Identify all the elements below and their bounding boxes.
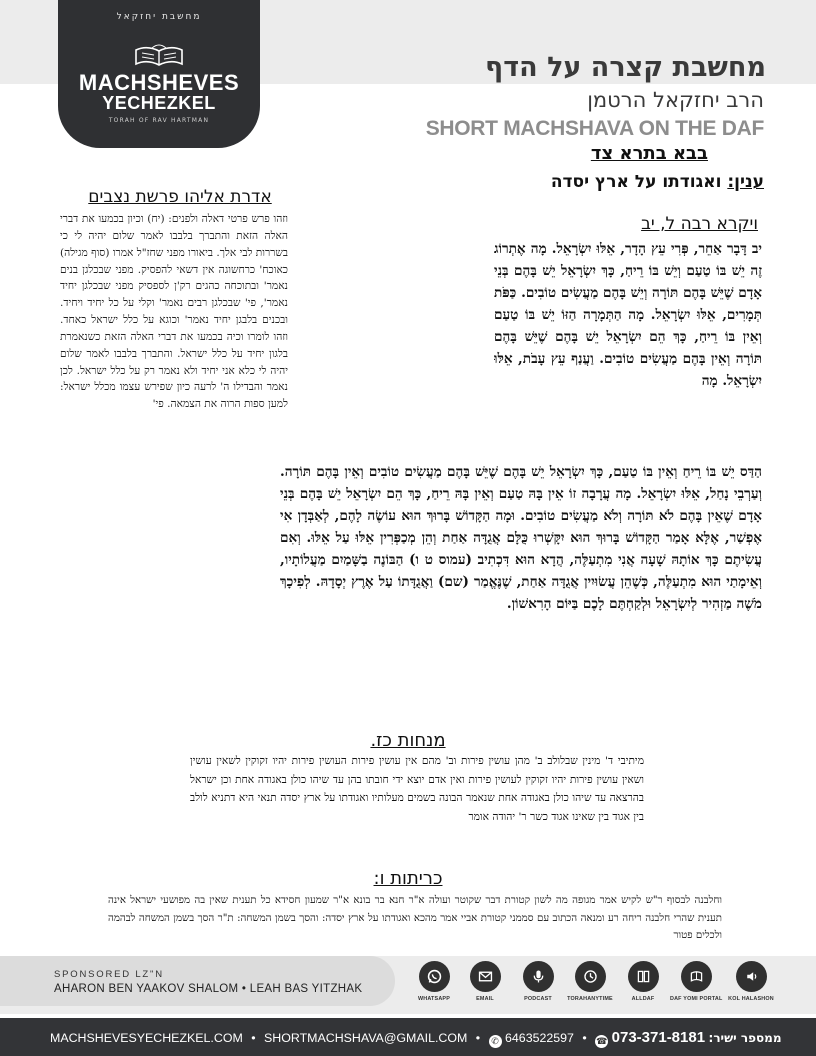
- footer-phone[interactable]: 073-371-8181: [611, 1029, 706, 1046]
- kol-halashon-label: KOL HALASHON: [728, 996, 774, 1002]
- podcast-label: PODCAST: [524, 996, 552, 1002]
- whatsapp-small-icon: ✆: [489, 1035, 502, 1048]
- topic-text: ואגודתו על ארץ יסדה: [550, 172, 722, 192]
- kol-halashon-icon: [736, 961, 767, 992]
- daf-yomi-portal-icon: [681, 961, 712, 992]
- menachos-title: מנחות כז.: [370, 730, 446, 751]
- whatsapp-icon: [419, 961, 450, 992]
- torahanytime-icon: [575, 961, 606, 992]
- author-name: הרב יחזקאל הרטמן: [587, 88, 764, 112]
- topic-label: ענין:: [727, 172, 764, 192]
- vayikra-rabbah-title: ויקרא רבה ל, יב: [641, 214, 758, 234]
- kol-halashon-small-icon: ☎: [596, 1036, 608, 1046]
- footer-website[interactable]: MACHSHEVESYECHEZKEL.COM: [50, 1031, 243, 1045]
- logo-name-line2: YECHEZKEL: [102, 93, 216, 113]
- daf-yomi-portal-link[interactable]: [670, 961, 722, 1007]
- footer: [0, 1018, 816, 1056]
- aderes-eliyahu-title: אדרת אליהו פרשת נצבים: [88, 187, 272, 207]
- email-icon: [470, 961, 501, 992]
- footer-whatsapp-number[interactable]: 6463522597: [505, 1031, 574, 1045]
- menachos-text: מיתיבי ד' מינין שבלולב ב' מהן עושין פירות וב' מהם אין עושין פירות העושין פירות יהיו זקוקין לשאין עושין ושאין עושין פירות יהיו זקוקין לעושין פירות ואין אדם יוצא ידי חובתו בהן עד שיהו כולן באגודה אחת וכן ישראל בהרצאה עד שיהו כולן באגודה אחת שנאמר הבונה בשמים מעלותיו ואגודתו על ארץ יסדה תנאי היא דתניא לולב בין אגוד בין שאינו אגוד כשר ר' יהודה אומר: [190, 755, 644, 823]
- alldaf-link[interactable]: [617, 961, 669, 1007]
- page-title-hebrew: מחשבת קצרה על הדף: [485, 52, 766, 83]
- footer-email[interactable]: SHORTMACHSHAVA@GMAIL.COM: [264, 1031, 468, 1045]
- masechta-heading: בבא בתרא צד: [590, 143, 708, 164]
- torahanytime-link[interactable]: [564, 961, 616, 1007]
- kerisus-text: וחלבנה לבסוף ר"ש לקיש אמר מגופה מה לשון קטורת דבר שקוטר ועולה א"ר חנא בר בונא א"ר שמעון חסידא כל תענית שאין בה מפושעי ישראל אינה תענית שהרי חלבנה ריחה רע ומנאה הכתוב עם סממני קטורת אביי אמר מהכא ואגודתו על ארץ יסדה: והסך בשמן המשחה: ת"ר הסך בשמן המשחה לבהמה ולכלים פטור: [108, 895, 722, 942]
- kerisus-title: כריתות ו:: [373, 868, 443, 889]
- podcast-link[interactable]: [512, 961, 564, 1007]
- sponsor-names: AHARON BEN YAAKOV SHALOM • LEAH BAS YITZHAK: [54, 983, 363, 995]
- footer-separator: •: [475, 1031, 481, 1045]
- page-title-english: SHORT MACHSHAVA ON THE DAF: [425, 117, 764, 140]
- email-link[interactable]: [459, 961, 511, 1007]
- footer-separator: •: [251, 1031, 256, 1045]
- aderes-eliyahu-text: וזהו פרש פרטי דאלה ולפנים: (יח) וכיון בכמעו את דברי האלה הזאת והתברך בלבבו לאמר שלום יהיה לי כי בשררות לבי אלך. ביאורו מפני שחז"ל אמרו (סוף מגילה) כאוכח' כרחשוגה אין דשאי להפסיק. מפני שבכלגן בנים נאמר' ובתוכחה כהגים רק'ן לספסיק מפני שבכלגן יחיד נאמר', פי' שבכלגן רבים נאמר' וקלי על כל יחיד ויחיד. ובכנים בלבגן יחיד נאמר' וכוגא על כלל ישראל כאחד. וזהו לומרו וכיה בכמעו את דברי האלה הזאת כשנאמרת בלגון יחיד על כלל ישראל. והתברך בלבבו לאמר שלום יהיה לי כלא אני יחיד ולא נאמר רק על כלל ישראל. לכן נאמר והבדילו ה' לרעה כיון שפירש עצמו מכלל ישראל: למען ספות הרוה את הצמאה. פי': [60, 213, 288, 411]
- footer-contact-row: [50, 1029, 782, 1048]
- whatsapp-label: WHATSAPP: [417, 996, 451, 1002]
- vayikra-rabbah-text-part2: הַדַּס יֵשׁ בּוֹ רֵיחַ וְאֵין בּוֹ טַעַם, כָּךְ יִשְׂרָאֵל יֵשׁ בָּהֶם שֶׁיֵּשׁ בָּהֶם מַעֲשִׂים טוֹבִים וְאֵין בָּהֶם תּוֹרָה. וְעַרְבֵי נָחַל, אֵלּוּ יִשְׂרָאֵל. מָה עֲרָבָה זוֹ אֵין בָּהּ טַעַם וְאֵין בָּהּ רֵיחַ, כָּךְ הֵם יִשְׂרָאֵל יֵשׁ בָּהֶם בְּנֵי אָדָם שֶׁאֵין בָּהֶם לֹא תּוֹרָה וְלֹא מַעֲשִׂים טוֹבִים. וּמָה הַקָּדוֹשׁ בָּרוּךְ הוּא עוֹשֶׂה לָהֶם, לְאַבְּדָן אִי אֶפְשַׁר, אֶלָּא אָמַר הַקָּדוֹשׁ בָּרוּךְ הוּא יִקָּשְׁרוּ כֻּלָּם אֲגֻדָּה אַחַת וְהֵן מְכַפְּרִין אֵלּוּ עַל אֵלּוּ. וְאִם עֲשִׂיתֶם כָּךְ אוֹתָהּ שָׁעָה אֲנִי מִתְעַלֶּה, הֲדָא הוּא דִּכְתִיב (עמוס ט ו) הַבּוֹנֶה בַשָּׁמַיִם מַעֲלוֹתָיו, וְאֵימָתַי הוּא מִתְעַלֶּה, כְּשֶׁהֵן עֲשׂוּיִין אֲגֻדָּה אַחַת, שֶׁנֶּאֱמַר (שם) וַאֲגֻדָּתוֹ עַל אֶרֶץ יְסָדָהּ. לְפִיכָךְ מֹשֶׁה מַזְהִיר לְיִשְׂרָאֵל וּלְקַחְתֶּם לָכֶם בַּיּוֹם הָרִאשׁוֹן.: [280, 464, 762, 613]
- torahanytime-label: TORAHANYTIME: [567, 996, 613, 1002]
- kol-halashon-link[interactable]: [725, 961, 777, 1007]
- alldaf-label: ALLDAF: [631, 996, 655, 1002]
- whatsapp-link[interactable]: [408, 961, 460, 1007]
- logo-tagline: TORAH OF RAV HARTMAN: [108, 117, 210, 124]
- logo: [58, 0, 260, 148]
- vayikra-rabbah-text-part1: יב דָּבָר אַחֵר, פְּרִי עֵץ הָדָר, אֵלּוּ יִשְׂרָאֵל. מָה אֶתְרוֹג זֶה יֵשׁ בּוֹ טַעַם וְיֵשׁ בּוֹ רֵיחַ, כָּךְ יִשְׂרָאֵל יֵשׁ בָּהֶם בְּנֵי אָדָם שֶׁיֵּשׁ בָּהֶם תּוֹרָה וְיֵשׁ בָּהֶם מַעֲשִׂים טוֹבִים. כַּפֹּת תְּמָרִים, אֵלּוּ יִשְׂרָאֵל. מָה הַתְּמָרָה הַזּוֹ יֵשׁ בּוֹ טַעַם וְאֵין בּוֹ רֵיחַ, כָּךְ הֵם יִשְׂרָאֵל יֵשׁ בָּהֶם שֶׁיֵּשׁ בָּהֶם תּוֹרָה וְאֵין בָּהֶם מַעֲשִׂים טוֹבִים. וַעֲנַף עֵץ עָבֹת, אֵלּוּ יִשְׂרָאֵל. מָה: [494, 241, 762, 390]
- alldaf-icon: [628, 961, 659, 992]
- topic-line: [551, 172, 764, 192]
- podcast-icon: [523, 961, 554, 992]
- daf-yomi-portal-label: DAF YOMI PORTAL: [670, 996, 723, 1002]
- footer-direct-number-label: ממספר ישיר:: [708, 1031, 782, 1045]
- sponsor-pill: [0, 956, 395, 1006]
- sponsor-label: SPONSORED LZ"N: [54, 969, 164, 980]
- open-book-icon: [134, 42, 184, 68]
- logo-hebrew-text: מחשבת יחזקאל: [116, 12, 202, 22]
- email-label: EMAIL: [476, 996, 494, 1002]
- footer-separator: •: [582, 1031, 587, 1045]
- logo-name-line1: MACHSHEVES: [78, 70, 240, 95]
